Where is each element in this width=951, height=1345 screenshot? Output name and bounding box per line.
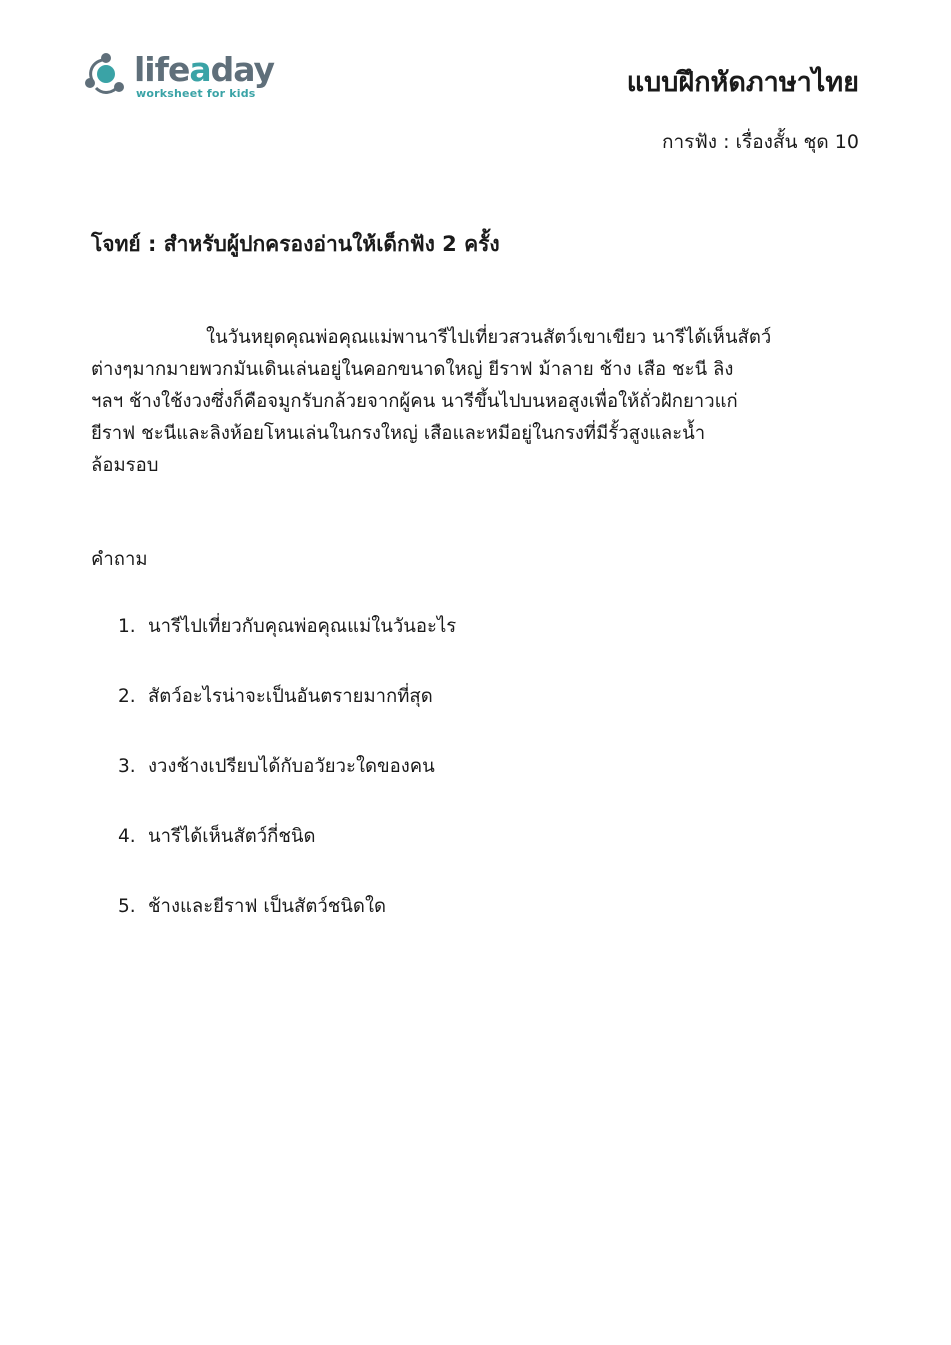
- story-line: ฯลฯ ช้างใช้งวงซึ่งก็คือจมูกรับกล้วยจากผู้คน นารีขึ้นไปบนหอสูงเพื่อให้ถั่วฝักยาวแก่: [91, 391, 738, 412]
- worksheet-subtitle: การฟัง : เรื่องสั้น ชุด 10: [661, 131, 859, 153]
- story-line: ยีราฟ ชะนีและลิงห้อยโหนเล่นในกรงใหญ่ เสือและหมีอยู่ในกรงที่มีรั้วสูงและน้ำ: [91, 423, 706, 444]
- worksheet-title: แบบฝึกหัดภาษาไทย: [626, 67, 859, 98]
- logo-word-a: a: [189, 50, 211, 89]
- logo-word-day: day: [210, 50, 275, 89]
- logo-word-life: life: [134, 50, 190, 89]
- question-text: ช้างและยีราฟ เป็นสัตว์ชนิดใด: [148, 896, 386, 917]
- story-line: ล้อมรอบ: [91, 455, 159, 476]
- question-number: 3.: [118, 756, 136, 777]
- question-item: [118, 892, 456, 962]
- story-passage: [91, 322, 861, 482]
- questions-heading: คำถาม: [91, 549, 148, 570]
- instruction-text: โจทย์ : สำหรับผู้ปกครองอ่านให้เด็กฟัง 2 ครั้ง: [91, 232, 500, 256]
- question-text: นารีไปเที่ยวกับคุณพ่อคุณแม่ในวันอะไร: [148, 616, 457, 637]
- question-text: นารีได้เห็นสัตว์กี่ชนิด: [148, 826, 316, 847]
- question-text: สัตว์อะไรน่าจะเป็นอันตรายมากที่สุด: [148, 686, 433, 707]
- lifeaday-logo: [82, 50, 275, 102]
- question-number: 5.: [118, 896, 136, 917]
- question-item: [118, 822, 456, 892]
- logo-wordmark: [134, 50, 274, 90]
- question-number: 4.: [118, 826, 136, 847]
- question-item: [118, 682, 456, 752]
- story-line: ต่างๆมากมายพวกมันเดินเล่นอยู่ในคอกขนาดใหญ่ ยีราฟ ม้าลาย ช้าง เสือ ชะนี ลิง: [91, 359, 734, 380]
- question-number: 1.: [118, 616, 136, 637]
- question-text: งวงช้างเปรียบได้กับอวัยวะใดของคน: [148, 756, 435, 777]
- question-item: [118, 752, 456, 822]
- logo-tagline: worksheet for kids: [136, 87, 256, 100]
- question-item: [118, 612, 456, 682]
- question-list: [118, 612, 456, 962]
- question-number: 2.: [118, 686, 136, 707]
- story-line: ในวันหยุดคุณพ่อคุณแม่พานารีไปเที่ยวสวนสัตว์เขาเขียว นารีได้เห็นสัตว์: [206, 327, 772, 348]
- molecule-logo-icon: [82, 50, 130, 98]
